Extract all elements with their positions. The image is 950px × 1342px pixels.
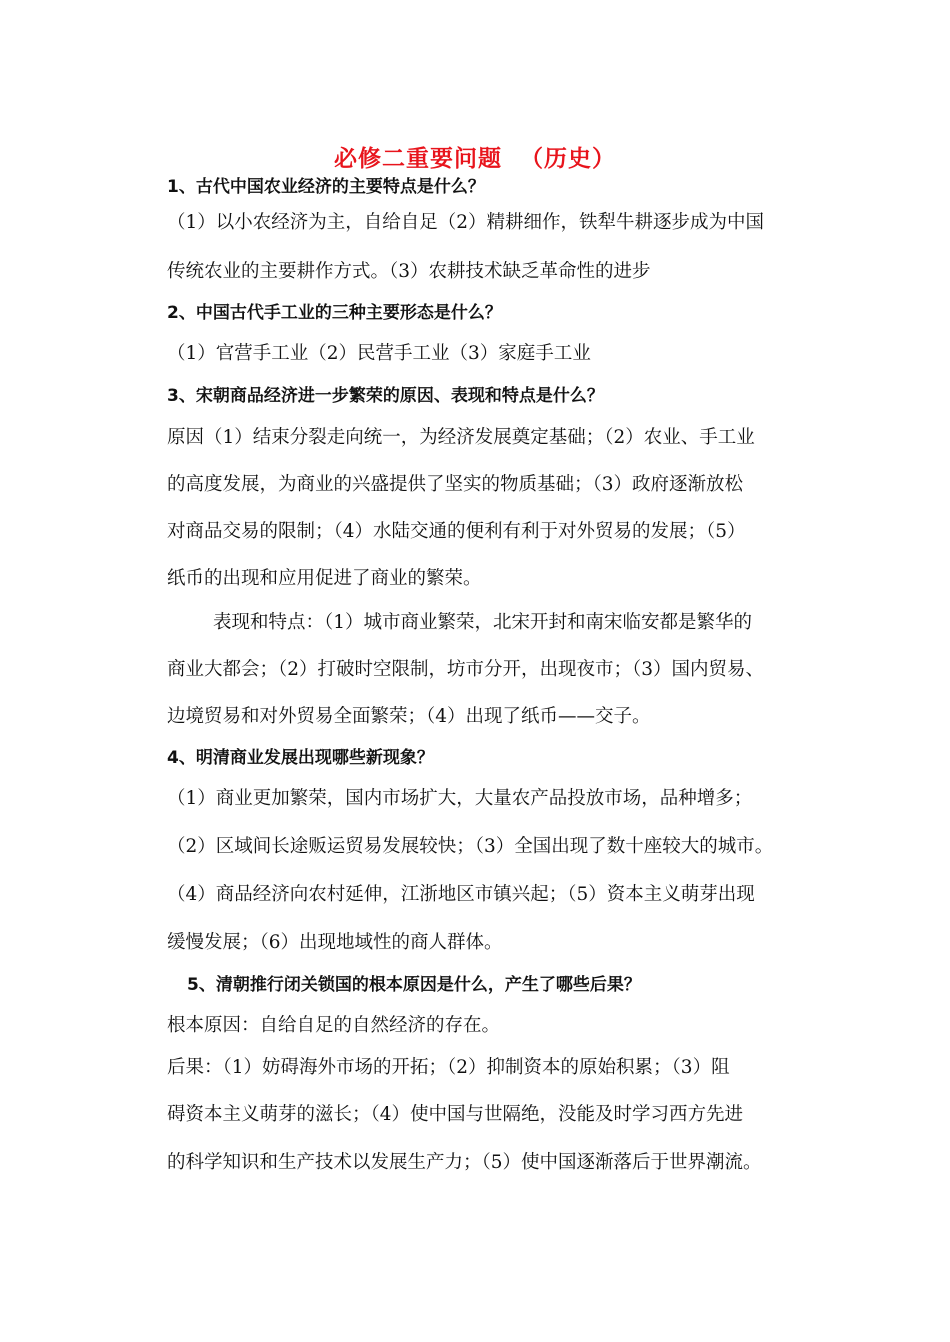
question-5-heading: 5、清朝推行闭关锁国的根本原因是什么，产生了哪些后果？ (187, 975, 641, 995)
question-1-heading: 1、古代中国农业经济的主要特点是什么？ (167, 177, 485, 197)
q2-answer-line-1: （1）官营手工业（2）民营手工业（3）家庭手工业 (167, 343, 591, 364)
q5-answer-line-2: 后果：（1）妨碍海外市场的开拓；（2）抑制资本的原始积累；（3）阻 (167, 1057, 730, 1078)
q4-answer-line-2: （2）区域间长途贩运贸易发展较快；（3）全国出现了数十座较大的城市。 (167, 836, 774, 857)
q3-answer-line-5: 表现和特点：（1）城市商业繁荣，北宋开封和南宋临安都是繁华的 (213, 612, 753, 633)
q3-answer-line-7: 边境贸易和对外贸易全面繁荣；（4）出现了纸币——交子。 (167, 706, 651, 727)
q3-answer-line-3: 对商品交易的限制；（4）水陆交通的便利有利于对外贸易的发展；（5） (167, 521, 746, 542)
q4-answer-line-4: 缓慢发展；（6）出现地域性的商人群体。 (167, 932, 503, 953)
q4-answer-line-3: （4）商品经济向农村延伸，江浙地区市镇兴起；（5）资本主义萌芽出现 (167, 884, 755, 905)
document-title: 必修二重要问题 （历史） (333, 146, 616, 172)
q3-answer-line-4: 纸币的出现和应用促进了商业的繁荣。 (167, 568, 482, 589)
question-3-heading: 3、宋朝商品经济进一步繁荣的原因、表现和特点是什么？ (167, 386, 604, 406)
question-4-heading: 4、明清商业发展出现哪些新现象？ (167, 748, 434, 768)
q3-answer-line-6: 商业大都会；（2）打破时空限制，坊市分开，出现夜市；（3）国内贸易、 (167, 659, 765, 680)
question-2-heading: 2、中国古代手工业的三种主要形态是什么？ (167, 303, 502, 323)
q3-answer-line-1: 原因（1）结束分裂走向统一，为经济发展奠定基础；（2）农业、手工业 (167, 427, 755, 448)
q5-answer-line-3: 碍资本主义萌芽的滋长；（4）使中国与世隔绝，没能及时学习西方先进 (167, 1104, 744, 1125)
q4-answer-line-1: （1）商业更加繁荣，国内市场扩大，大量农产品投放市场，品种增多； (167, 788, 753, 809)
q1-answer-line-1: （1）以小农经济为主，自给自足（2）精耕细作，铁犁牛耕逐步成为中国 (167, 212, 765, 233)
q3-answer-line-2: 的高度发展，为商业的兴盛提供了坚实的物质基础；（3）政府逐渐放松 (167, 474, 744, 495)
q1-answer-line-2: 传统农业的主要耕作方式。（3）农耕技术缺乏革命性的进步 (167, 261, 651, 282)
q5-answer-line-4: 的科学知识和生产技术以发展生产力；（5）使中国逐渐落后于世界潮流。 (167, 1152, 762, 1173)
q5-answer-line-1: 根本原因：自给自足的自然经济的存在。 (167, 1015, 501, 1036)
